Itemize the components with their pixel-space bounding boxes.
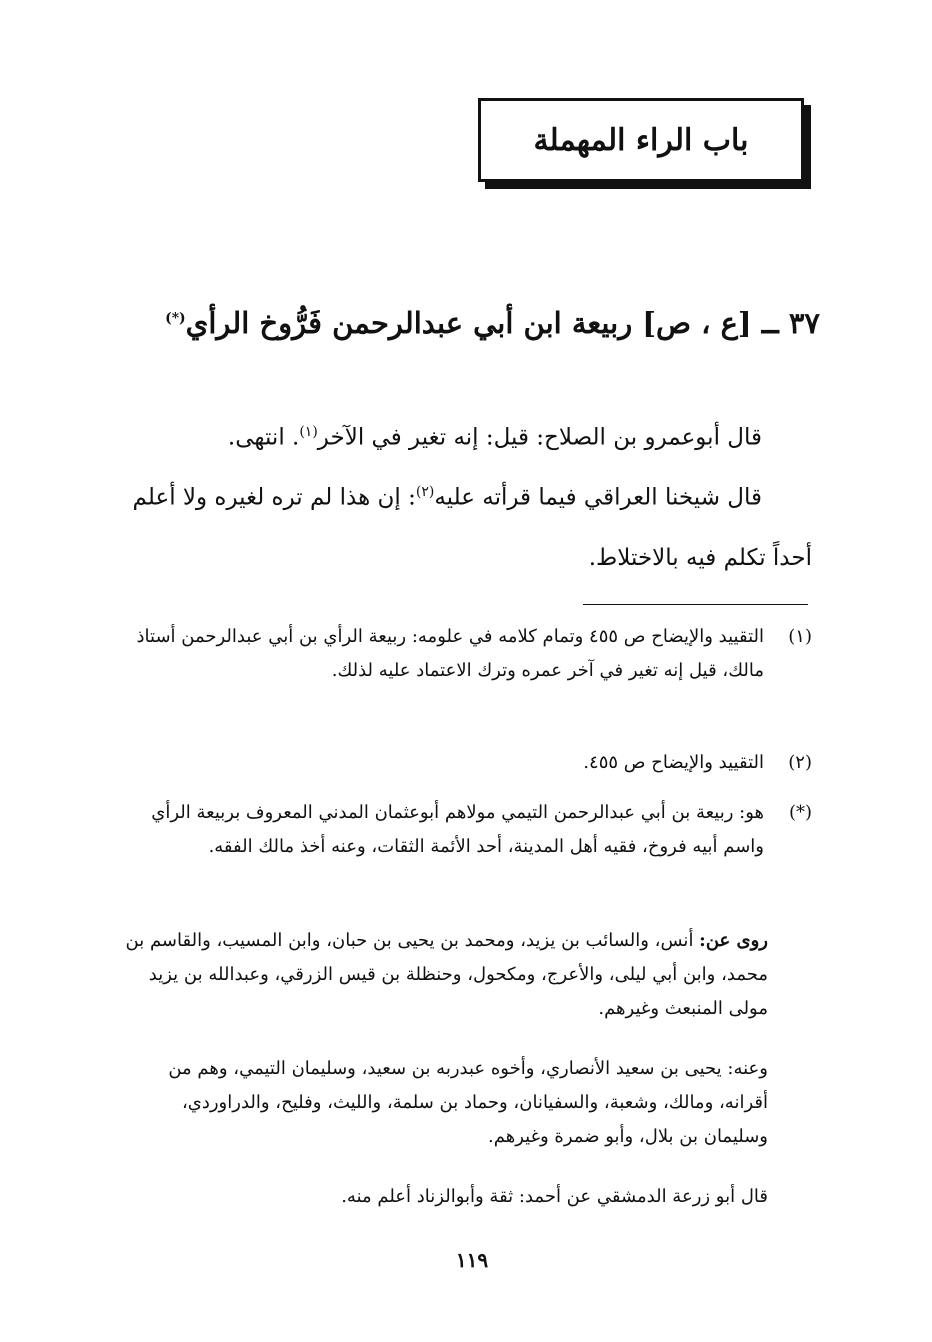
page-number: ١١٩ bbox=[455, 1248, 489, 1272]
body-p1-end: . انتهى. bbox=[227, 424, 300, 451]
bio-paragraph-narrated-from bbox=[122, 924, 768, 1026]
body-p1-text: قال أبوعمرو بن الصلاح: قيل: إنه تغير في الآخر bbox=[317, 424, 762, 451]
body-paragraph-2 bbox=[122, 462, 812, 588]
footnote-1 bbox=[122, 620, 812, 688]
bio-paragraph-narrators: وعنه: يحيى بن سعيد الأنصاري، وأخوه عبدربه بن سعيد، وسليمان التيمي، وهم من أقرانه، ومالك، وشعبة، والسفيانان، وحماد بن سلمة، والليث، وفليح، والدراوردي، وسليمان بن بلال، وأبو ضمرة وغيرهم. bbox=[168, 1058, 768, 1147]
footnote-separator bbox=[583, 604, 808, 605]
chapter-heading-box bbox=[478, 98, 804, 182]
bio-p1-lead: روى عن: bbox=[699, 930, 768, 951]
footnote-1-text: التقييد والإيضاح ص ٤٥٥ وتمام كلامه في علومه: ربيعة الرأي بن أبي عبدالرحمن أستاذ مالك، قيل إنه تغير في آخر عمره وترك الاعتماد عليه لذلك. bbox=[136, 626, 764, 681]
footnote-star-text: هو: ربيعة بن أبي عبدالرحمن التيمي مولاهم أبوعثمان المدني المعروف بربيعة الرأي واسم أبيه فروخ، فقيه أهل المدينة، أحد الأئمة الثقات، وعنه أخذ مالك الفقه. bbox=[151, 802, 764, 857]
entry-heading-note: (*) bbox=[165, 310, 186, 327]
footnote-star-marker: (*) bbox=[788, 802, 812, 823]
footnote-1-marker: (١) bbox=[788, 626, 812, 647]
footnote-2 bbox=[122, 746, 812, 780]
body-p2-start: قال شيخنا العراقي فيما قرأته عليه bbox=[434, 484, 762, 511]
entry-heading bbox=[100, 306, 820, 340]
body-p2-line2: أحداً تكلم فيه بالاختلاط. bbox=[588, 544, 812, 571]
bio-p1-text: أنس، والسائب بن يزيد، ومحمد بن يحيى بن حبان، وابن المسيب، والقاسم بن محمد، وابن أبي ليلى، والأعرج، ومكحول، وحنظلة بن قيس الزرقي، وعبدالله بن يزيد مولى المنبعث وغيرهم. bbox=[125, 930, 768, 1019]
entry-heading-text: ٣٧ ــ [ع ، ص] ربيعة ابن أبي عبدالرحمن فَرُّوخ الرأي bbox=[185, 306, 820, 340]
chapter-title: باب الراء المهملة bbox=[533, 122, 749, 158]
footnote-2-marker: (٢) bbox=[788, 752, 812, 773]
body-p2-rest: : إن هذا لم تره لغيره ولا أعلم bbox=[132, 484, 416, 511]
bio-paragraph-assessment: قال أبو زرعة الدمشقي عن أحمد: ثقة وأبوالزناد أعلم منه. bbox=[341, 1186, 768, 1207]
body-p1-note: (١) bbox=[299, 424, 318, 440]
body-p2-note: (٢) bbox=[415, 484, 435, 500]
footnote-2-text: التقييد والإيضاح ص ٤٥٥. bbox=[583, 752, 764, 773]
body-p2-line1 bbox=[122, 462, 812, 528]
body-paragraph-1 bbox=[72, 402, 812, 468]
footnote-star bbox=[122, 796, 812, 864]
